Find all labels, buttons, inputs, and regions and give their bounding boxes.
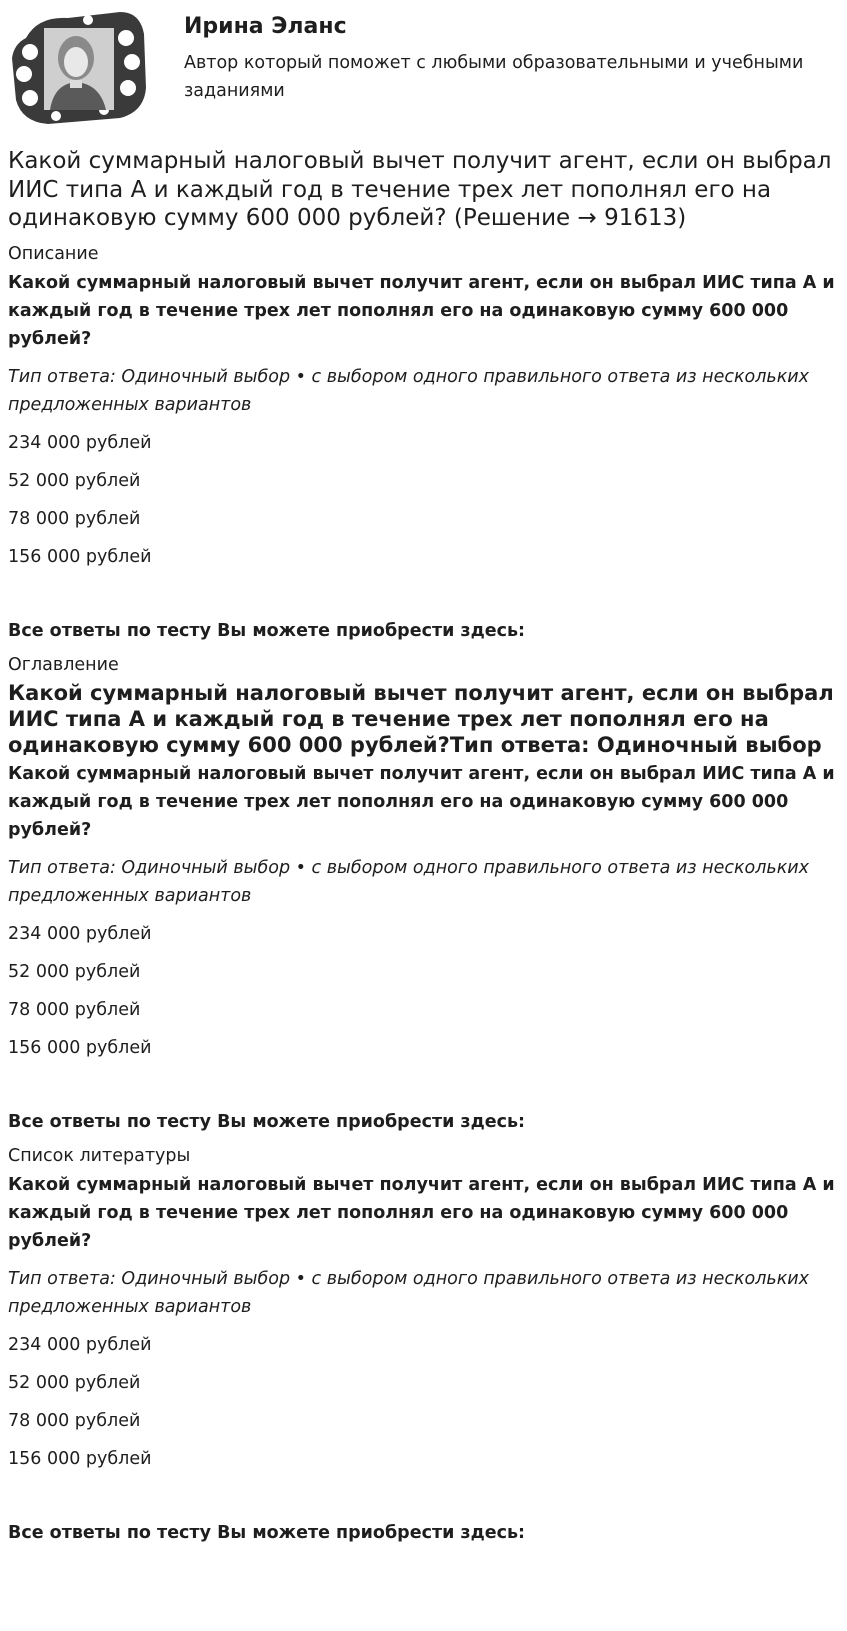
- author-description: Автор который поможет с любыми образовательными и учебными заданиями: [184, 53, 804, 101]
- film-frame-avatar-icon: [8, 8, 148, 126]
- section-label: Список литературы: [8, 1145, 191, 1166]
- page-title: Какой суммарный налоговый вычет получит агент, если он выбрал ИИС типа А и каждый год в течение трех лет пополнял его на одинаковую сумму 600 000 рублей? (Решение → 91613): [8, 148, 832, 231]
- section-label: Описание: [8, 243, 99, 264]
- author-header: [0, 0, 847, 140]
- answer-option: 52 000 рублей: [8, 470, 141, 491]
- question-text: Какой суммарный налоговый вычет получит агент, если он выбрал ИИС типа А и каждый год в течение трех лет пополнял его на одинаковую сумму 600 000 рублей?: [8, 763, 835, 840]
- answer-type-note: Тип ответа: Одиночный выбор • с выбором одного правильного ответа из нескольких предложенных вариантов: [8, 857, 810, 906]
- answer-option: 52 000 рублей: [8, 1372, 141, 1393]
- answer-type-note: Тип ответа: Одиночный выбор • с выбором одного правильного ответа из нескольких предложенных вариантов: [8, 366, 810, 415]
- question-text: Какой суммарный налоговый вычет получит агент, если он выбрал ИИС типа А и каждый год в течение трех лет пополнял его на одинаковую сумму 600 000 рублей?: [8, 272, 835, 349]
- buy-answers-link[interactable]: Все ответы по тесту Вы можете приобрести здесь:: [8, 1111, 526, 1132]
- answer-option: 156 000 рублей: [8, 1448, 152, 1469]
- buy-answers-link[interactable]: Все ответы по тесту Вы можете приобрести здесь:: [8, 1522, 526, 1543]
- question-text: Какой суммарный налоговый вычет получит агент, если он выбрал ИИС типа А и каждый год в течение трех лет пополнял его на одинаковую сумму 600 000 рублей?: [8, 1174, 835, 1251]
- literature-section: [8, 1143, 838, 1546]
- answer-option: 234 000 рублей: [8, 432, 152, 453]
- description-section: [8, 241, 838, 644]
- answer-option: 156 000 рублей: [8, 546, 152, 567]
- main-content: [8, 147, 838, 1546]
- answer-option: 52 000 рублей: [8, 961, 141, 982]
- answer-option: 78 000 рублей: [8, 999, 141, 1020]
- toc-section: [8, 652, 838, 1135]
- answer-option: 234 000 рублей: [8, 1334, 152, 1355]
- author-name: Ирина Эланс: [184, 14, 347, 39]
- section-label: Оглавление: [8, 654, 119, 675]
- answer-option: 156 000 рублей: [8, 1037, 152, 1058]
- answer-option: 78 000 рублей: [8, 1410, 141, 1431]
- answer-option: 78 000 рублей: [8, 508, 141, 529]
- answer-option: 234 000 рублей: [8, 923, 152, 944]
- toc-heading: Какой суммарный налоговый вычет получит агент, если он выбрал ИИС типа А и каждый год в течение трех лет пополнял его на одинаковую сумму 600 000 рублей?Тип ответа: Одиночный выбор: [8, 680, 834, 757]
- buy-answers-link[interactable]: Все ответы по тесту Вы можете приобрести здесь:: [8, 620, 526, 641]
- answer-type-note: Тип ответа: Одиночный выбор • с выбором одного правильного ответа из нескольких предложенных вариантов: [8, 1268, 810, 1317]
